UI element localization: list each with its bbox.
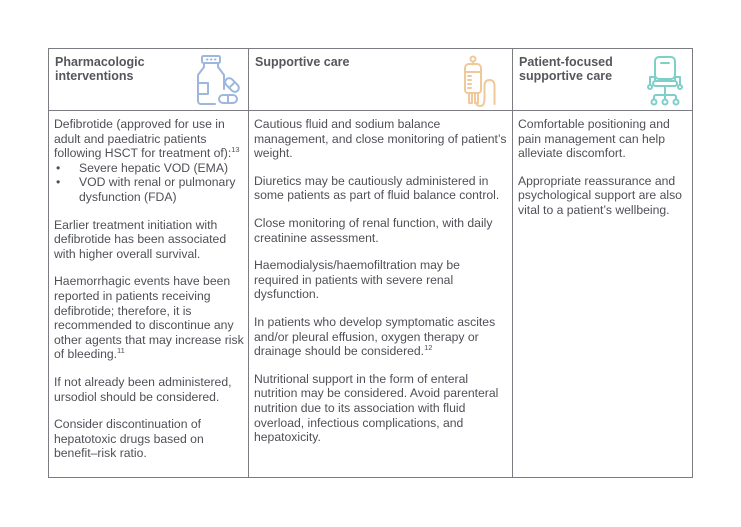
paragraph bbox=[254, 216, 508, 245]
list-item: • VOD with renal or pulmonary dysfunction (FDA) bbox=[54, 175, 244, 204]
paragraph bbox=[54, 375, 244, 404]
paragraph bbox=[518, 174, 688, 218]
column-header bbox=[249, 49, 512, 111]
reference: 13 bbox=[231, 145, 240, 155]
intro-paragraph bbox=[54, 117, 244, 161]
paragraph bbox=[54, 417, 244, 461]
paragraph-text: Cautious fluid and sodium balance management, and close monitoring of patient’s weight. bbox=[254, 117, 507, 161]
paragraph bbox=[254, 315, 508, 359]
paragraph-text: Comfortable positioning and pain management can help alleviate discomfort. bbox=[518, 117, 670, 161]
column-header bbox=[513, 49, 692, 111]
paragraph-text: Close monitoring of renal function, with daily creatinine assessment. bbox=[254, 215, 493, 245]
paragraph-text: If not already been administered, ursodiol should be considered. bbox=[54, 374, 232, 404]
column-title: Supportive care bbox=[255, 55, 350, 69]
paragraph bbox=[54, 274, 244, 362]
paragraph-text: Consider discontinuation of hepatotoxic drugs based on benefit–risk ratio. bbox=[54, 417, 204, 461]
paragraph bbox=[254, 174, 508, 203]
iv-drip-bag-icon bbox=[460, 55, 502, 112]
column-patient-focused bbox=[513, 49, 692, 477]
list-item: • Severe hepatic VOD (EMA) bbox=[54, 161, 244, 176]
paragraph bbox=[254, 117, 508, 161]
paragraph bbox=[518, 117, 688, 161]
paragraph-text: In patients who develop symptomatic ascites and/or pleural effusion, oxygen therapy or drainage should be considered. bbox=[254, 314, 496, 359]
indication-list bbox=[54, 161, 244, 205]
column-title: Pharmacologic interventions bbox=[55, 55, 145, 83]
column-body bbox=[513, 111, 692, 231]
paragraph-text: Haemorrhagic events have been reported in patients receiving defibrotide; therefore, it is recommended to discontinue any other agents that may increase risk of bleeding. bbox=[54, 274, 244, 362]
paragraph-text: Appropriate reassurance and psychological support are also vital to a patient’s wellbeing. bbox=[518, 173, 682, 217]
column-body bbox=[49, 111, 248, 474]
paragraph bbox=[254, 372, 508, 445]
reference: 12 bbox=[424, 343, 433, 353]
column-pharmacologic bbox=[49, 49, 249, 477]
care-table bbox=[48, 48, 693, 478]
column-header bbox=[49, 49, 248, 111]
column-body bbox=[249, 111, 512, 458]
intro-text: Defibrotide (approved for use in adult and paediatric patients following HSCT for treatment of): bbox=[54, 117, 232, 161]
paragraph bbox=[54, 218, 244, 262]
column-title: Patient-focused supportive care bbox=[519, 55, 613, 83]
office-chair-icon bbox=[646, 55, 684, 112]
medicine-bottle-pills-icon bbox=[190, 53, 242, 112]
paragraph-text: Diuretics may be cautiously administered in some patients as part of fluid balance control. bbox=[254, 173, 500, 203]
column-supportive-care bbox=[249, 49, 513, 477]
reference: 11 bbox=[117, 346, 125, 356]
paragraph bbox=[254, 258, 508, 302]
paragraph-text: Nutritional support in the form of enteral nutrition may be considered. Avoid parenteral nutrition due to its association with fluid overload, infectious complications, and hepatoxicity. bbox=[254, 371, 499, 445]
paragraph-text: Haemodialysis/haemofiltration may be required in patients with severe renal dysfunction. bbox=[254, 258, 460, 302]
paragraph-text: Earlier treatment initiation with defibrotide has been associated with higher overall survival. bbox=[54, 217, 227, 261]
